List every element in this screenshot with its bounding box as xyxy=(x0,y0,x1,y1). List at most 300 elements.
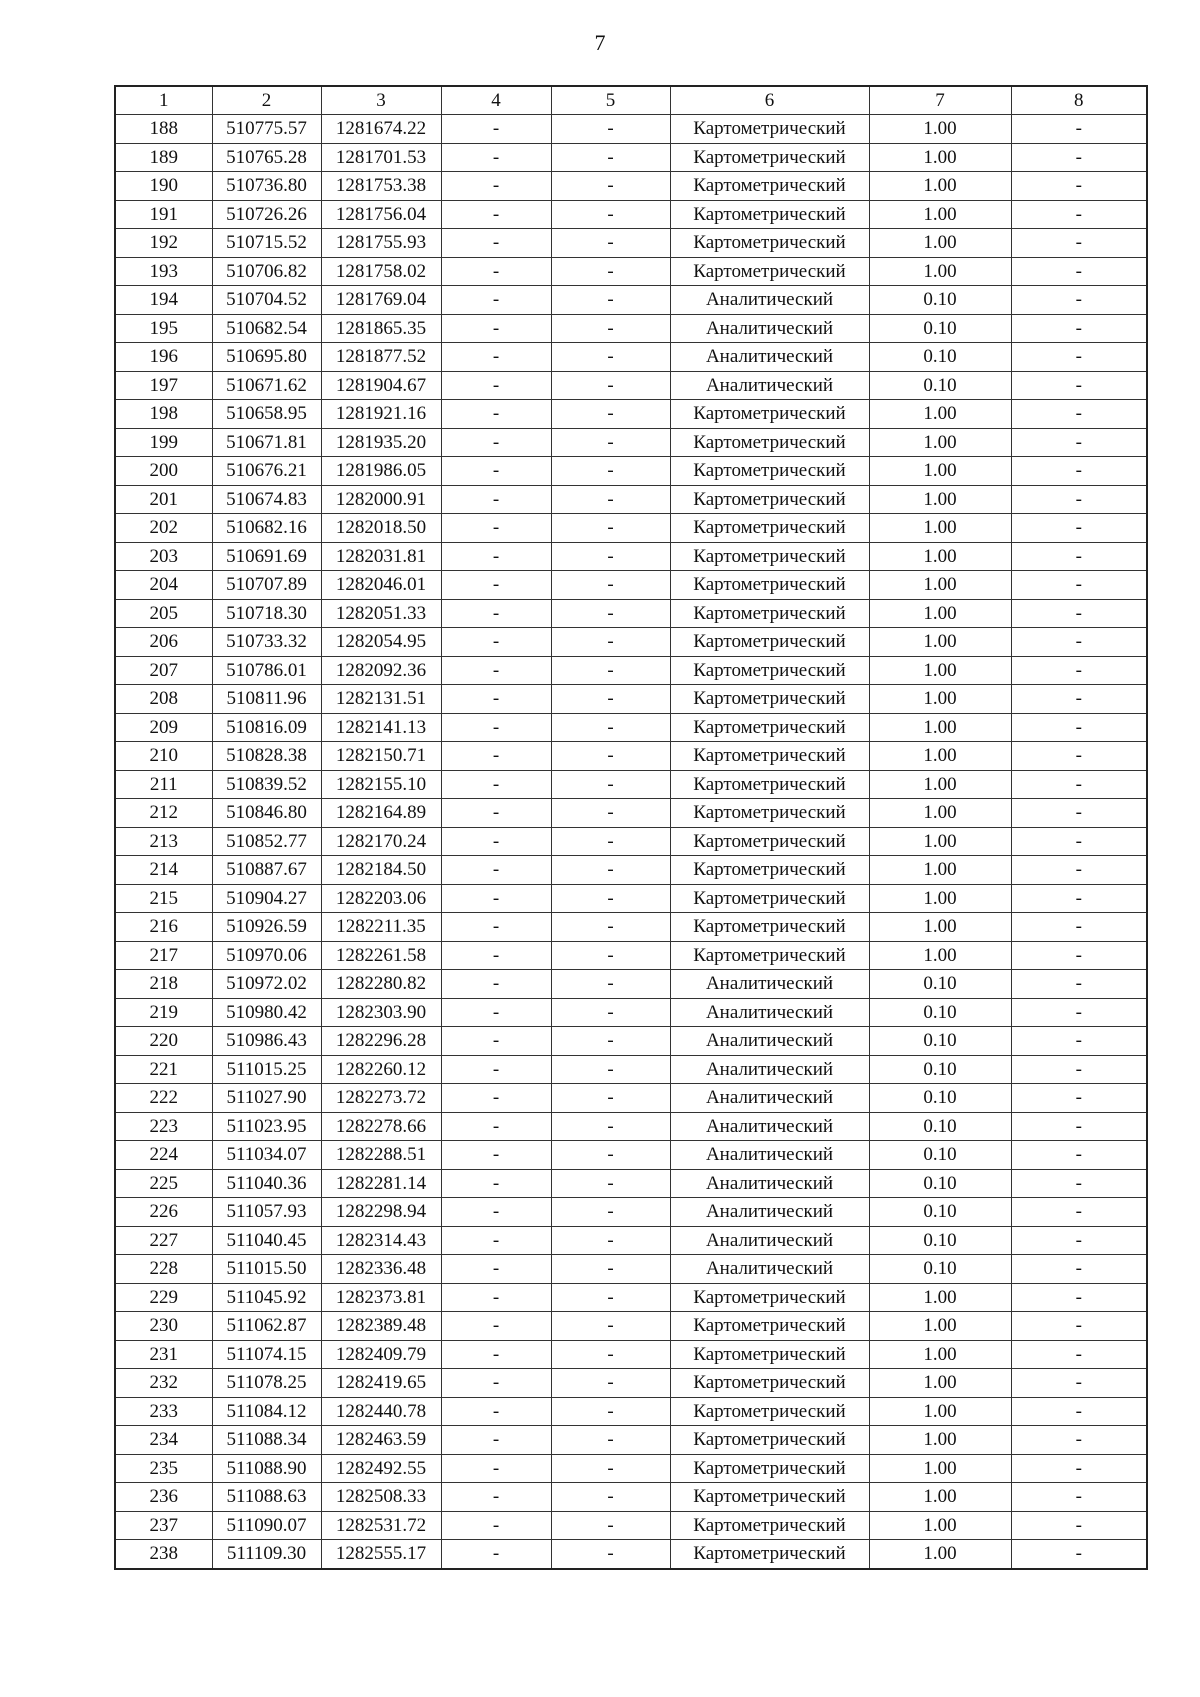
table-cell-col-2: 511045.92 xyxy=(212,1283,321,1312)
table-cell-col-8: - xyxy=(1011,628,1147,657)
table-cell-col-3: 1281865.35 xyxy=(321,314,441,343)
table-cell-col-2: 511034.07 xyxy=(212,1141,321,1170)
table-cell-col-3: 1282409.79 xyxy=(321,1340,441,1369)
table-cell-col-6: Картометрический xyxy=(670,913,869,942)
table-cell-col-8: - xyxy=(1011,1255,1147,1284)
table-cell-col-8: - xyxy=(1011,485,1147,514)
table-cell-col-2: 510839.52 xyxy=(212,770,321,799)
table-cell-col-8: - xyxy=(1011,1454,1147,1483)
table-cell-col-4: - xyxy=(441,998,551,1027)
table-row xyxy=(115,1369,1147,1398)
table-cell-col-6: Аналитический xyxy=(670,343,869,372)
table-cell-col-6: Картометрический xyxy=(670,856,869,885)
table-cell-col-4: - xyxy=(441,970,551,999)
table-cell-col-1: 215 xyxy=(115,884,212,913)
table-cell-col-5: - xyxy=(551,1426,670,1455)
table-cell-col-4: - xyxy=(441,1340,551,1369)
table-cell-col-7: 1.00 xyxy=(869,599,1011,628)
table-row xyxy=(115,599,1147,628)
table-cell-col-2: 510765.28 xyxy=(212,143,321,172)
table-cell-col-7: 1.00 xyxy=(869,143,1011,172)
table-cell-col-3: 1282281.14 xyxy=(321,1169,441,1198)
table-cell-col-1: 220 xyxy=(115,1027,212,1056)
table-cell-col-6: Картометрический xyxy=(670,799,869,828)
table-cell-col-1: 237 xyxy=(115,1511,212,1540)
table-cell-col-3: 1282170.24 xyxy=(321,827,441,856)
table-cell-col-6: Картометрический xyxy=(670,628,869,657)
table-cell-col-2: 510682.16 xyxy=(212,514,321,543)
table-cell-col-3: 1282211.35 xyxy=(321,913,441,942)
table-cell-col-8: - xyxy=(1011,713,1147,742)
table-cell-col-8: - xyxy=(1011,542,1147,571)
table-cell-col-4: - xyxy=(441,770,551,799)
table-cell-col-7: 1.00 xyxy=(869,1511,1011,1540)
table-cell-col-3: 1282164.89 xyxy=(321,799,441,828)
table-row xyxy=(115,770,1147,799)
table-row xyxy=(115,371,1147,400)
table-cell-col-8: - xyxy=(1011,1340,1147,1369)
table-cell-col-6: Картометрический xyxy=(670,1483,869,1512)
table-cell-col-5: - xyxy=(551,713,670,742)
table-cell-col-3: 1282273.72 xyxy=(321,1084,441,1113)
table-cell-col-1: 217 xyxy=(115,941,212,970)
table-cell-col-8: - xyxy=(1011,685,1147,714)
table-cell-col-3: 1282492.55 xyxy=(321,1454,441,1483)
table-cell-col-2: 511040.45 xyxy=(212,1226,321,1255)
table-cell-col-2: 511109.30 xyxy=(212,1540,321,1569)
table-row xyxy=(115,115,1147,144)
table-row xyxy=(115,998,1147,1027)
table-cell-col-2: 510695.80 xyxy=(212,343,321,372)
table-cell-col-3: 1282336.48 xyxy=(321,1255,441,1284)
table-cell-col-4: - xyxy=(441,1397,551,1426)
table-cell-col-6: Аналитический xyxy=(670,286,869,315)
table-cell-col-2: 510980.42 xyxy=(212,998,321,1027)
table-cell-col-4: - xyxy=(441,1540,551,1569)
table-row xyxy=(115,1312,1147,1341)
table-cell-col-1: 199 xyxy=(115,428,212,457)
table-cell-col-5: - xyxy=(551,343,670,372)
table-cell-col-5: - xyxy=(551,1255,670,1284)
table-cell-col-1: 228 xyxy=(115,1255,212,1284)
column-header-4: 4 xyxy=(441,86,551,115)
header-row xyxy=(115,86,1147,115)
table-cell-col-7: 1.00 xyxy=(869,1340,1011,1369)
table-row xyxy=(115,172,1147,201)
table-cell-col-7: 1.00 xyxy=(869,457,1011,486)
table-cell-col-3: 1281986.05 xyxy=(321,457,441,486)
table-cell-col-5: - xyxy=(551,599,670,628)
table-cell-col-3: 1282298.94 xyxy=(321,1198,441,1227)
table-cell-col-5: - xyxy=(551,799,670,828)
table-cell-col-8: - xyxy=(1011,229,1147,258)
table-cell-col-6: Картометрический xyxy=(670,1540,869,1569)
table-cell-col-6: Картометрический xyxy=(670,229,869,258)
table-cell-col-7: 0.10 xyxy=(869,343,1011,372)
table-row xyxy=(115,1055,1147,1084)
table-cell-col-2: 510704.52 xyxy=(212,286,321,315)
table-cell-col-1: 195 xyxy=(115,314,212,343)
table-cell-col-8: - xyxy=(1011,1112,1147,1141)
table-cell-col-8: - xyxy=(1011,1141,1147,1170)
table-cell-col-3: 1282018.50 xyxy=(321,514,441,543)
table-cell-col-5: - xyxy=(551,1511,670,1540)
table-cell-col-6: Аналитический xyxy=(670,1055,869,1084)
table-cell-col-1: 229 xyxy=(115,1283,212,1312)
column-header-8: 8 xyxy=(1011,86,1147,115)
table-cell-col-8: - xyxy=(1011,799,1147,828)
table-cell-col-1: 234 xyxy=(115,1426,212,1455)
table-cell-col-6: Аналитический xyxy=(670,314,869,343)
table-cell-col-4: - xyxy=(441,1141,551,1170)
table-cell-col-6: Аналитический xyxy=(670,1198,869,1227)
table-cell-col-2: 511088.90 xyxy=(212,1454,321,1483)
table-cell-col-7: 1.00 xyxy=(869,628,1011,657)
table-cell-col-2: 511074.15 xyxy=(212,1340,321,1369)
table-cell-col-6: Аналитический xyxy=(670,1226,869,1255)
table-cell-col-7: 0.10 xyxy=(869,286,1011,315)
table-cell-col-8: - xyxy=(1011,200,1147,229)
table-cell-col-1: 214 xyxy=(115,856,212,885)
table-cell-col-7: 1.00 xyxy=(869,1483,1011,1512)
table-cell-col-1: 227 xyxy=(115,1226,212,1255)
table-cell-col-3: 1281756.04 xyxy=(321,200,441,229)
table-cell-col-8: - xyxy=(1011,1426,1147,1455)
column-header-1: 1 xyxy=(115,86,212,115)
table-row xyxy=(115,1483,1147,1512)
table-cell-col-2: 510733.32 xyxy=(212,628,321,657)
table-cell-col-1: 223 xyxy=(115,1112,212,1141)
table-cell-col-6: Картометрический xyxy=(670,884,869,913)
column-header-6: 6 xyxy=(670,86,869,115)
table-cell-col-2: 511027.90 xyxy=(212,1084,321,1113)
table-row xyxy=(115,913,1147,942)
table-row xyxy=(115,1283,1147,1312)
table-cell-col-7: 0.10 xyxy=(869,1226,1011,1255)
table-cell-col-4: - xyxy=(441,913,551,942)
table-cell-col-4: - xyxy=(441,143,551,172)
table-cell-col-5: - xyxy=(551,1340,670,1369)
table-cell-col-1: 230 xyxy=(115,1312,212,1341)
table-cell-col-8: - xyxy=(1011,172,1147,201)
table-cell-col-7: 0.10 xyxy=(869,1141,1011,1170)
table-cell-col-4: - xyxy=(441,628,551,657)
table-row xyxy=(115,1112,1147,1141)
table-cell-col-6: Картометрический xyxy=(670,428,869,457)
table-cell-col-3: 1282440.78 xyxy=(321,1397,441,1426)
table-cell-col-3: 1281674.22 xyxy=(321,115,441,144)
table-row xyxy=(115,286,1147,315)
table-cell-col-1: 212 xyxy=(115,799,212,828)
table-cell-col-8: - xyxy=(1011,1027,1147,1056)
table-cell-col-1: 232 xyxy=(115,1369,212,1398)
table-cell-col-2: 510691.69 xyxy=(212,542,321,571)
table-cell-col-5: - xyxy=(551,770,670,799)
table-cell-col-2: 511040.36 xyxy=(212,1169,321,1198)
table-cell-col-7: 1.00 xyxy=(869,884,1011,913)
table-cell-col-5: - xyxy=(551,1454,670,1483)
table-cell-col-2: 510904.27 xyxy=(212,884,321,913)
table-cell-col-6: Аналитический xyxy=(670,1084,869,1113)
table-row xyxy=(115,628,1147,657)
table-cell-col-3: 1282389.48 xyxy=(321,1312,441,1341)
table-cell-col-8: - xyxy=(1011,656,1147,685)
table-row xyxy=(115,1511,1147,1540)
table-cell-col-1: 216 xyxy=(115,913,212,942)
table-cell-col-6: Аналитический xyxy=(670,1169,869,1198)
table-cell-col-7: 1.00 xyxy=(869,1454,1011,1483)
table-cell-col-4: - xyxy=(441,1283,551,1312)
table-cell-col-5: - xyxy=(551,1226,670,1255)
table-cell-col-3: 1282261.58 xyxy=(321,941,441,970)
table-cell-col-2: 510707.89 xyxy=(212,571,321,600)
table-cell-col-2: 510828.38 xyxy=(212,742,321,771)
column-header-5: 5 xyxy=(551,86,670,115)
table-cell-col-2: 510852.77 xyxy=(212,827,321,856)
table-cell-col-8: - xyxy=(1011,998,1147,1027)
table-cell-col-6: Картометрический xyxy=(670,713,869,742)
table-cell-col-6: Картометрический xyxy=(670,770,869,799)
table-cell-col-7: 1.00 xyxy=(869,229,1011,258)
table-cell-col-3: 1282508.33 xyxy=(321,1483,441,1512)
table-row xyxy=(115,827,1147,856)
table-cell-col-8: - xyxy=(1011,400,1147,429)
table-cell-col-6: Аналитический xyxy=(670,1112,869,1141)
table-cell-col-2: 510726.26 xyxy=(212,200,321,229)
table-cell-col-3: 1282555.17 xyxy=(321,1540,441,1569)
table-row xyxy=(115,200,1147,229)
table-cell-col-8: - xyxy=(1011,115,1147,144)
table-cell-col-5: - xyxy=(551,400,670,429)
table-cell-col-3: 1282314.43 xyxy=(321,1226,441,1255)
table-cell-col-3: 1282031.81 xyxy=(321,542,441,571)
table-cell-col-4: - xyxy=(441,742,551,771)
table-cell-col-2: 510786.01 xyxy=(212,656,321,685)
table-cell-col-6: Картометрический xyxy=(670,485,869,514)
table-cell-col-6: Картометрический xyxy=(670,1511,869,1540)
table-cell-col-1: 197 xyxy=(115,371,212,400)
table-cell-col-8: - xyxy=(1011,599,1147,628)
table-cell-col-4: - xyxy=(441,856,551,885)
table-cell-col-3: 1282000.91 xyxy=(321,485,441,514)
table-row xyxy=(115,799,1147,828)
table-cell-col-4: - xyxy=(441,428,551,457)
table-cell-col-7: 1.00 xyxy=(869,913,1011,942)
table-cell-col-5: - xyxy=(551,314,670,343)
table-cell-col-6: Картометрический xyxy=(670,685,869,714)
table-cell-col-3: 1282131.51 xyxy=(321,685,441,714)
table-cell-col-2: 511078.25 xyxy=(212,1369,321,1398)
table-cell-col-5: - xyxy=(551,1055,670,1084)
table-cell-col-6: Картометрический xyxy=(670,172,869,201)
coordinates-table xyxy=(114,85,1148,1570)
table-cell-col-3: 1282531.72 xyxy=(321,1511,441,1540)
table-cell-col-1: 209 xyxy=(115,713,212,742)
table-cell-col-4: - xyxy=(441,1198,551,1227)
table-row xyxy=(115,1027,1147,1056)
table-cell-col-5: - xyxy=(551,856,670,885)
table-row xyxy=(115,970,1147,999)
table-cell-col-1: 210 xyxy=(115,742,212,771)
table-cell-col-7: 1.00 xyxy=(869,1426,1011,1455)
table-row xyxy=(115,1198,1147,1227)
table-cell-col-2: 511015.25 xyxy=(212,1055,321,1084)
table-row xyxy=(115,1169,1147,1198)
table-cell-col-3: 1282046.01 xyxy=(321,571,441,600)
table-cell-col-3: 1281877.52 xyxy=(321,343,441,372)
table-row xyxy=(115,856,1147,885)
table-cell-col-3: 1282092.36 xyxy=(321,656,441,685)
table-row xyxy=(115,1340,1147,1369)
table-cell-col-6: Аналитический xyxy=(670,371,869,400)
table-row xyxy=(115,1426,1147,1455)
table-cell-col-5: - xyxy=(551,656,670,685)
table-cell-col-3: 1282278.66 xyxy=(321,1112,441,1141)
table-cell-col-5: - xyxy=(551,1198,670,1227)
table-cell-col-5: - xyxy=(551,1112,670,1141)
table-cell-col-4: - xyxy=(441,371,551,400)
table-cell-col-1: 190 xyxy=(115,172,212,201)
table-cell-col-1: 198 xyxy=(115,400,212,429)
table-cell-col-3: 1281921.16 xyxy=(321,400,441,429)
table-cell-col-3: 1282260.12 xyxy=(321,1055,441,1084)
table-row xyxy=(115,1226,1147,1255)
table-cell-col-2: 511084.12 xyxy=(212,1397,321,1426)
table-cell-col-4: - xyxy=(441,1027,551,1056)
table-row xyxy=(115,1540,1147,1569)
table-cell-col-4: - xyxy=(441,599,551,628)
column-header-7: 7 xyxy=(869,86,1011,115)
table-cell-col-4: - xyxy=(441,713,551,742)
table-cell-col-7: 0.10 xyxy=(869,970,1011,999)
table-cell-col-7: 0.10 xyxy=(869,371,1011,400)
table-cell-col-2: 511090.07 xyxy=(212,1511,321,1540)
table-cell-col-1: 203 xyxy=(115,542,212,571)
table-row xyxy=(115,143,1147,172)
table-cell-col-3: 1281701.53 xyxy=(321,143,441,172)
table-cell-col-5: - xyxy=(551,286,670,315)
table-cell-col-5: - xyxy=(551,1483,670,1512)
table-cell-col-7: 0.10 xyxy=(869,1198,1011,1227)
table-cell-col-4: - xyxy=(441,1084,551,1113)
table-cell-col-6: Аналитический xyxy=(670,970,869,999)
table-cell-col-8: - xyxy=(1011,143,1147,172)
table-cell-col-5: - xyxy=(551,115,670,144)
table-cell-col-5: - xyxy=(551,485,670,514)
table-cell-col-4: - xyxy=(441,1483,551,1512)
table-cell-col-8: - xyxy=(1011,970,1147,999)
table-cell-col-5: - xyxy=(551,200,670,229)
table-cell-col-7: 1.00 xyxy=(869,941,1011,970)
table-cell-col-4: - xyxy=(441,1112,551,1141)
table-cell-col-7: 1.00 xyxy=(869,742,1011,771)
table-cell-col-5: - xyxy=(551,1540,670,1569)
table-cell-col-7: 1.00 xyxy=(869,257,1011,286)
table-cell-col-3: 1282203.06 xyxy=(321,884,441,913)
table-row xyxy=(115,314,1147,343)
table-cell-col-7: 0.10 xyxy=(869,998,1011,1027)
table-cell-col-8: - xyxy=(1011,1055,1147,1084)
table-cell-col-7: 0.10 xyxy=(869,314,1011,343)
table-cell-col-8: - xyxy=(1011,1483,1147,1512)
table-cell-col-6: Картометрический xyxy=(670,1283,869,1312)
table-cell-col-7: 1.00 xyxy=(869,656,1011,685)
table-cell-col-7: 1.00 xyxy=(869,172,1011,201)
table-cell-col-4: - xyxy=(441,571,551,600)
table-cell-col-5: - xyxy=(551,143,670,172)
table-cell-col-4: - xyxy=(441,286,551,315)
table-cell-col-4: - xyxy=(441,1255,551,1284)
table-cell-col-7: 1.00 xyxy=(869,514,1011,543)
table-cell-col-4: - xyxy=(441,1454,551,1483)
table-cell-col-7: 1.00 xyxy=(869,1312,1011,1341)
table-cell-col-4: - xyxy=(441,884,551,913)
table-cell-col-7: 1.00 xyxy=(869,571,1011,600)
table-row xyxy=(115,514,1147,543)
table-cell-col-1: 226 xyxy=(115,1198,212,1227)
table-cell-col-5: - xyxy=(551,229,670,258)
table-cell-col-1: 231 xyxy=(115,1340,212,1369)
table-cell-col-7: 0.10 xyxy=(869,1112,1011,1141)
table-row xyxy=(115,400,1147,429)
table-cell-col-8: - xyxy=(1011,1084,1147,1113)
table-row xyxy=(115,742,1147,771)
table-cell-col-8: - xyxy=(1011,371,1147,400)
table-cell-col-1: 207 xyxy=(115,656,212,685)
table-row xyxy=(115,941,1147,970)
table-cell-col-7: 1.00 xyxy=(869,827,1011,856)
table-cell-col-4: - xyxy=(441,685,551,714)
table-row xyxy=(115,1141,1147,1170)
table-cell-col-5: - xyxy=(551,913,670,942)
table-cell-col-3: 1282373.81 xyxy=(321,1283,441,1312)
table-cell-col-8: - xyxy=(1011,884,1147,913)
table-cell-col-4: - xyxy=(441,1426,551,1455)
table-cell-col-5: - xyxy=(551,457,670,486)
table-cell-col-5: - xyxy=(551,628,670,657)
table-cell-col-5: - xyxy=(551,172,670,201)
table-cell-col-8: - xyxy=(1011,1511,1147,1540)
table-row xyxy=(115,571,1147,600)
table-cell-col-3: 1282155.10 xyxy=(321,770,441,799)
table-row xyxy=(115,884,1147,913)
table-cell-col-7: 1.00 xyxy=(869,1540,1011,1569)
table-cell-col-8: - xyxy=(1011,314,1147,343)
table-cell-col-1: 219 xyxy=(115,998,212,1027)
table-cell-col-3: 1282296.28 xyxy=(321,1027,441,1056)
table-cell-col-1: 205 xyxy=(115,599,212,628)
table-row xyxy=(115,343,1147,372)
table-cell-col-6: Картометрический xyxy=(670,200,869,229)
table-cell-col-1: 221 xyxy=(115,1055,212,1084)
table-cell-col-5: - xyxy=(551,827,670,856)
table-cell-col-6: Картометрический xyxy=(670,599,869,628)
table-row xyxy=(115,685,1147,714)
table-cell-col-5: - xyxy=(551,1312,670,1341)
table-row xyxy=(115,428,1147,457)
table-cell-col-1: 200 xyxy=(115,457,212,486)
table-cell-col-7: 1.00 xyxy=(869,485,1011,514)
table-cell-col-2: 511023.95 xyxy=(212,1112,321,1141)
table-cell-col-6: Картометрический xyxy=(670,742,869,771)
table-cell-col-5: - xyxy=(551,1369,670,1398)
table-cell-col-8: - xyxy=(1011,286,1147,315)
table-cell-col-4: - xyxy=(441,827,551,856)
table-cell-col-8: - xyxy=(1011,457,1147,486)
table-cell-col-5: - xyxy=(551,941,670,970)
table-cell-col-1: 236 xyxy=(115,1483,212,1512)
table-cell-col-5: - xyxy=(551,1141,670,1170)
